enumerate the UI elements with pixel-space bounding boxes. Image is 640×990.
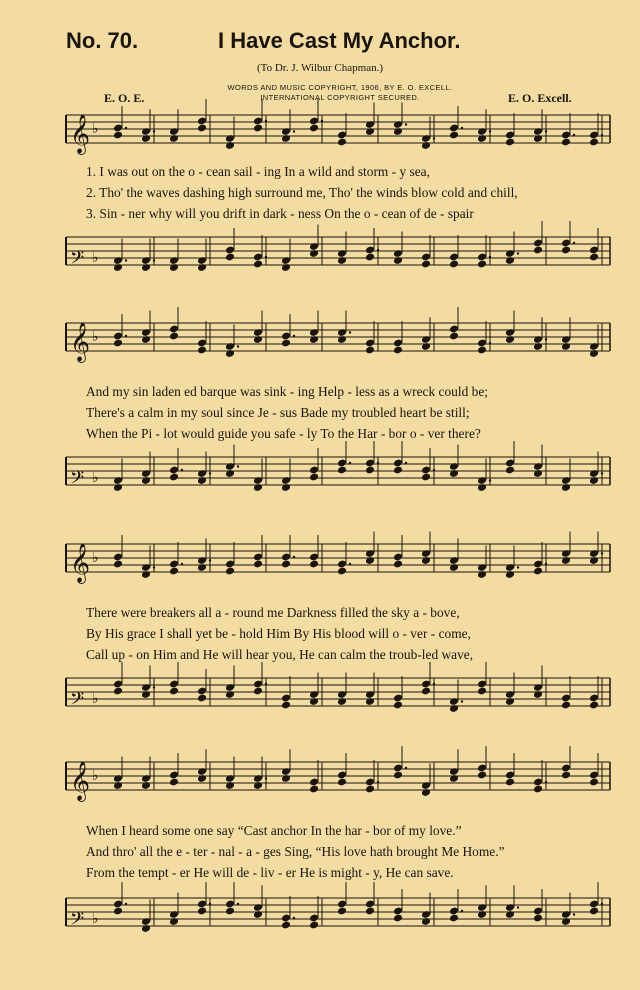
lyric-line: By His grace I shall yet be - hold Him By His blood will o - ver - come, [86,626,471,641]
lyric-line: When the Pi - lot would guide you safe - ly To the Har - bor o - ver there? [86,426,481,441]
note-head [505,570,515,579]
note-head [393,771,403,780]
lyric-line: When I heard some one say “Cast anchor In the har - bor of my love.” [86,823,462,838]
augmentation-dot [573,913,575,915]
note-head [309,335,319,344]
note-head [281,774,291,783]
copyright-line-2: INTERNATIONAL COPYRIGHT SECURED. [260,93,420,102]
note-head [337,256,347,265]
note-head [225,469,235,478]
augmentation-dot [321,120,323,122]
lyric-line: There were breakers all a - round me Darkness filled the sky a - bove, [86,605,460,620]
note-head [197,346,207,355]
note-head [141,781,151,790]
note-head [169,332,179,341]
note-head [477,910,487,919]
augmentation-dot [489,342,491,344]
note-head [589,907,599,916]
flat-key-signature: ♭ [92,691,99,707]
note-head [561,556,571,565]
note-head [253,687,263,696]
augmentation-dot [377,249,379,251]
augmentation-dot [517,252,519,254]
note-head [449,704,459,713]
note-head [197,263,207,272]
note-head [589,556,599,565]
note-head [393,346,403,355]
augmentation-dot [125,259,127,261]
augmentation-dot [517,566,519,568]
note-head [197,694,207,703]
augmentation-dot [461,700,463,702]
augmentation-dot [601,552,603,554]
note-head [505,697,515,706]
flat-key-signature: ♭ [92,250,99,266]
note-head [113,560,123,569]
augmentation-dot [545,563,547,565]
note-head [281,701,291,710]
note-head [281,921,291,930]
note-head [309,697,319,706]
note-head [561,483,571,492]
note-head [253,260,263,269]
note-head [365,556,375,565]
note-head [309,249,319,258]
augmentation-dot [433,683,435,685]
note-head [141,263,151,272]
augmentation-dot [209,559,211,561]
note-head [505,138,515,147]
augmentation-dot [377,781,379,783]
note-head [365,127,375,136]
augmentation-dot [293,556,295,558]
note-head [169,473,179,482]
note-head [169,917,179,926]
note-head [225,567,235,576]
note-head [505,466,515,475]
note-head [169,134,179,143]
note-head [281,263,291,272]
note-head [533,469,543,478]
note-head [365,697,375,706]
augmentation-dot [265,256,267,258]
augmentation-dot [153,259,155,261]
augmentation-dot [265,120,267,122]
augmentation-dot [461,910,463,912]
note-head [365,466,375,475]
note-head [449,131,459,140]
flat-key-signature: ♭ [92,911,99,927]
augmentation-dot [125,903,127,905]
note-head [113,483,123,492]
copyright-line-1: WORDS AND MUSIC COPYRIGHT, 1906, BY E. O. EXCELL. [227,83,453,92]
note-head [309,560,319,569]
note-head [309,921,319,930]
note-head [365,785,375,794]
lyric-line: Call up - on Him and He will hear you, He can calm the troub-led wave, [86,647,474,662]
augmentation-dot [209,472,211,474]
note-head [309,473,319,482]
augmentation-dot [377,462,379,464]
note-head [393,466,403,475]
note-head [309,124,319,133]
treble-clef: 𝄞 [70,322,91,362]
treble-clef: 𝄞 [70,761,91,801]
augmentation-dot [545,130,547,132]
flat-key-signature: ♭ [92,550,99,566]
note-head [197,124,207,133]
augmentation-dot [265,777,267,779]
note-head [393,127,403,136]
note-head [393,701,403,710]
note-head [113,339,123,348]
note-head [113,687,123,696]
note-head [449,469,459,478]
note-head [225,781,235,790]
note-head [113,263,123,272]
note-head [561,701,571,710]
note-head [337,778,347,787]
note-head [281,339,291,348]
augmentation-dot [601,472,603,474]
note-head [449,563,459,572]
note-head [449,260,459,269]
note-head [141,570,151,579]
lyric-line: And thro' all the e - ter - nal - a - ges Sing, “His love hath brought Me Home.” [86,844,505,859]
note-head [393,560,403,569]
note-head [309,785,319,794]
note-head [449,914,459,923]
note-head [561,917,571,926]
note-head [253,560,263,569]
augmentation-dot [433,137,435,139]
note-head [421,556,431,565]
note-head [197,774,207,783]
composer-credit: E. O. Excell. [508,91,572,105]
note-head [169,567,179,576]
dedication: (To Dr. J. Wilbur Chapman.) [257,62,383,74]
note-head [449,332,459,341]
note-head [169,778,179,787]
augmentation-dot [293,130,295,132]
note-head [225,253,235,262]
note-head [337,138,347,147]
augmentation-dot [405,462,407,464]
note-head [533,690,543,699]
augmentation-dot [153,130,155,132]
note-head [337,697,347,706]
augmentation-dot [601,903,603,905]
note-head [589,476,599,485]
augmentation-dot [433,469,435,471]
augmentation-dot [293,917,295,919]
lyric-line: There's a calm in my soul since Je - sus Bade my troubled heart be still; [86,405,470,420]
bass-clef: 𝄢 [70,689,85,714]
note-head [477,771,487,780]
augmentation-dot [545,338,547,340]
flat-key-signature: ♭ [92,470,99,486]
augmentation-dot [489,256,491,258]
note-head [393,914,403,923]
augmentation-dot [489,130,491,132]
note-head [337,567,347,576]
note-head [421,260,431,269]
note-head [197,563,207,572]
note-head [197,476,207,485]
note-head [477,687,487,696]
note-head [113,907,123,916]
note-head [113,131,123,140]
note-head [533,914,543,923]
note-head [561,771,571,780]
bass-clef: 𝄢 [70,468,85,493]
note-head [477,570,487,579]
note-head [225,349,235,358]
augmentation-dot [349,462,351,464]
note-head [141,476,151,485]
augmentation-dot [153,686,155,688]
augmentation-dot [181,563,183,565]
note-head [337,907,347,916]
lyric-line: From the tempt - er He will de - liv - er He is might - y, He can save. [86,865,454,880]
augmentation-dot [293,335,295,337]
note-head [197,907,207,916]
hymn-number: No. 70. [66,28,139,53]
note-head [561,342,571,351]
note-head [533,567,543,576]
note-head [365,907,375,916]
lyric-line: 3. Sin - ner why will you drift in dark - ness On the o - cean of de - spair [86,206,474,221]
note-head [253,781,263,790]
treble-clef: 𝄞 [70,114,91,154]
note-head [561,246,571,255]
note-head [141,924,151,933]
note-head [253,910,263,919]
note-head [505,335,515,344]
augmentation-dot [573,242,575,244]
note-head [365,253,375,262]
augmentation-dot [265,683,267,685]
note-head [533,134,543,143]
flat-key-signature: ♭ [92,121,99,137]
note-head [225,690,235,699]
note-head [505,910,515,919]
note-head [253,483,263,492]
augmentation-dot [601,134,603,136]
augmentation-dot [517,906,519,908]
note-head [533,342,543,351]
note-head [421,473,431,482]
note-head [421,687,431,696]
note-head [365,346,375,355]
note-head [533,246,543,255]
note-head [253,335,263,344]
flat-key-signature: ♭ [92,768,99,784]
bass-clef: 𝄢 [70,248,85,273]
augmentation-dot [573,134,575,136]
note-head [169,263,179,272]
lyric-line: And my sin laden ed barque was sink - ing Help - less as a wreck could be; [86,384,488,399]
augmentation-dot [237,345,239,347]
note-head [589,701,599,710]
note-head [281,560,291,569]
augmentation-dot [405,123,407,125]
note-head [505,256,515,265]
note-head [477,260,487,269]
note-head [281,483,291,492]
note-head [589,778,599,787]
note-head [113,781,123,790]
note-head [337,466,347,475]
augmentation-dot [209,903,211,905]
note-head [589,349,599,358]
augmentation-dot [125,335,127,337]
lyricist-credit: E. O. E. [104,91,145,105]
note-head [421,141,431,150]
note-head [253,124,263,133]
note-head [141,335,151,344]
note-head [561,138,571,147]
note-head [141,690,151,699]
note-head [477,483,487,492]
note-head [393,256,403,265]
note-head [589,138,599,147]
note-head [477,134,487,143]
augmentation-dot [489,479,491,481]
augmentation-dot [545,781,547,783]
note-head [141,134,151,143]
note-head [449,774,459,783]
note-head [337,335,347,344]
note-head [589,253,599,262]
note-head [505,778,515,787]
note-head [421,342,431,351]
treble-clef: 𝄞 [70,543,91,583]
augmentation-dot [237,903,239,905]
augmentation-dot [461,127,463,129]
note-head [421,917,431,926]
augmentation-dot [237,465,239,467]
note-head [225,907,235,916]
hymn-title: I Have Cast My Anchor. [218,28,461,53]
augmentation-dot [405,767,407,769]
bass-clef: 𝄢 [70,909,85,934]
augmentation-dot [349,563,351,565]
note-head [225,141,235,150]
augmentation-dot [349,331,351,333]
augmentation-dot [125,127,127,129]
note-head [281,134,291,143]
augmentation-dot [181,469,183,471]
augmentation-dot [153,566,155,568]
flat-key-signature: ♭ [92,329,99,345]
lyric-line: 1. I was out on the o - cean sail - ing In a wild and storm - y sea, [86,164,430,179]
lyric-line: 2. Tho' the waves dashing high surround me, Tho' the winds blow cold and chill, [86,185,518,200]
note-head [533,785,543,794]
note-head [421,788,431,797]
note-head [477,346,487,355]
note-head [169,687,179,696]
